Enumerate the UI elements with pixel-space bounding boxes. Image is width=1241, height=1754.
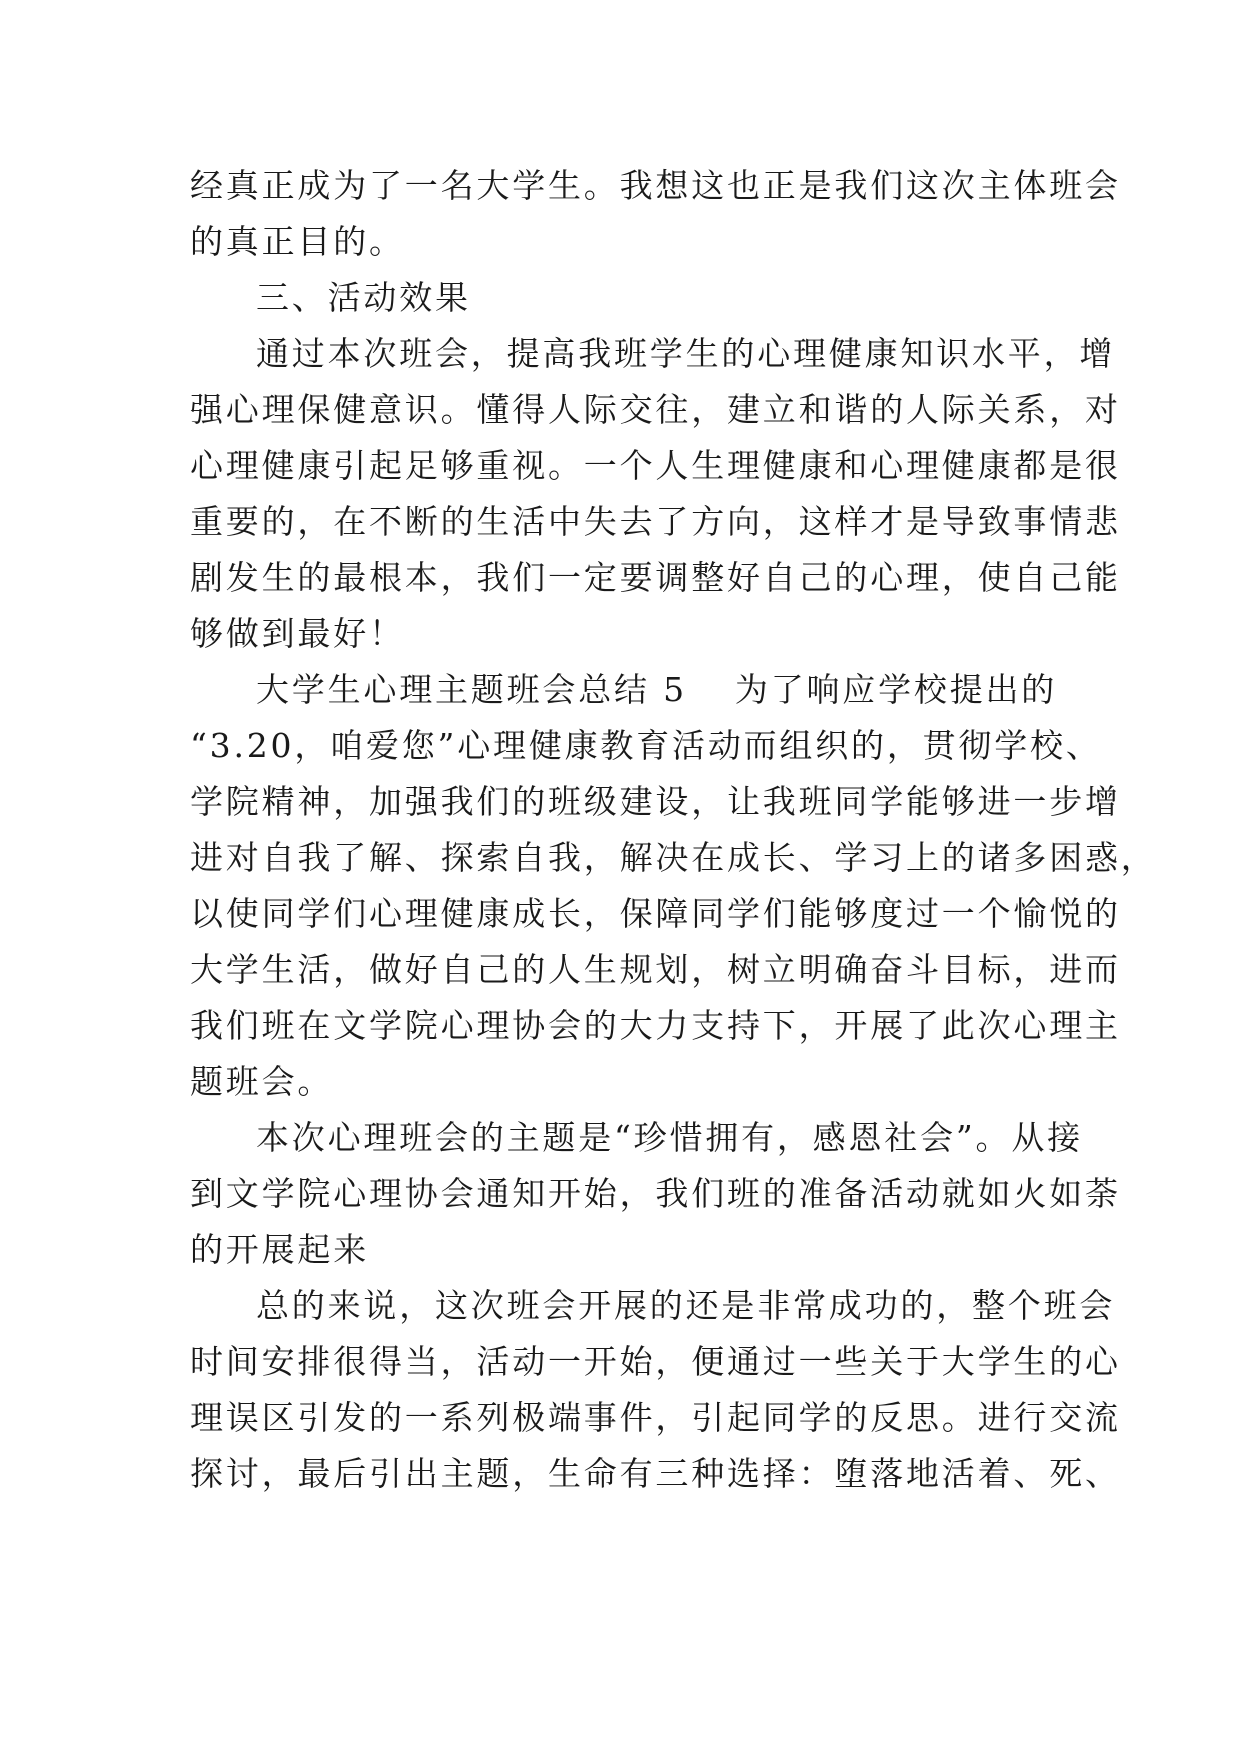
section-heading: 三、活动效果	[256, 278, 471, 317]
paragraph-line: 探讨，最后引出主题，生命有三种选择：堕落地活着、死、	[190, 1454, 1121, 1493]
paragraph-line: 学院精神，加强我们的班级建设，让我班同学能够进一步增	[190, 782, 1121, 821]
paragraph-line: 时间安排很得当，活动一开始，便通过一些关于大学生的心	[190, 1342, 1121, 1381]
paragraph-line: 大学生活，做好自己的人生规划，树立明确奋斗目标，进而	[190, 950, 1121, 989]
article-heading-line	[256, 666, 1136, 714]
paragraph-line: 剧发生的最根本，我们一定要调整好自己的心理，使自己能	[190, 558, 1121, 597]
paragraph-line: 我们班在文学院心理协会的大力支持下，开展了此次心理主	[190, 1006, 1121, 1045]
paragraph-line: “3.20，咱爱您”心理健康教育活动而组织的，贯彻学校、	[190, 726, 1102, 765]
article-heading: 大学生心理主题班会总结 5	[256, 670, 687, 709]
paragraph-line: 以使同学们心理健康成长，保障同学们能够度过一个愉悦的	[190, 894, 1121, 933]
paragraph-line: 经真正成为了一名大学生。我想这也正是我们这次主体班会	[190, 166, 1121, 205]
paragraph-line: 总的来说，这次班会开展的还是非常成功的，整个班会	[256, 1286, 1116, 1325]
paragraph-line: 够做到最好！	[190, 614, 405, 653]
paragraph-line: 的开展起来	[190, 1230, 369, 1269]
paragraph-line: 理误区引发的一系列极端事件，引起同学的反思。进行交流	[190, 1398, 1121, 1437]
paragraph-line: 心理健康引起足够重视。一个人生理健康和心理健康都是很	[190, 446, 1121, 485]
paragraph-line: 强心理保健意识。懂得人际交往，建立和谐的人际关系，对	[190, 390, 1121, 429]
paragraph-line: 通过本次班会，提高我班学生的心理健康知识水平，增	[256, 334, 1116, 373]
paragraph-line: 进对自我了解、探索自我，解决在成长、学习上的诸多困惑，	[190, 838, 1157, 877]
paragraph-line: 题班会。	[190, 1062, 334, 1101]
paragraph-line: 的真正目的。	[190, 222, 405, 261]
paragraph-text: 为了响应学校提出的	[734, 670, 1058, 709]
paragraph-line: 到文学院心理协会通知开始，我们班的准备活动就如火如荼	[190, 1174, 1121, 1213]
paragraph-line: 重要的，在不断的生活中失去了方向，这样才是导致事情悲	[190, 502, 1121, 541]
paragraph-line: 本次心理班会的主题是“珍惜拥有，感恩社会”。从接	[256, 1118, 1083, 1157]
